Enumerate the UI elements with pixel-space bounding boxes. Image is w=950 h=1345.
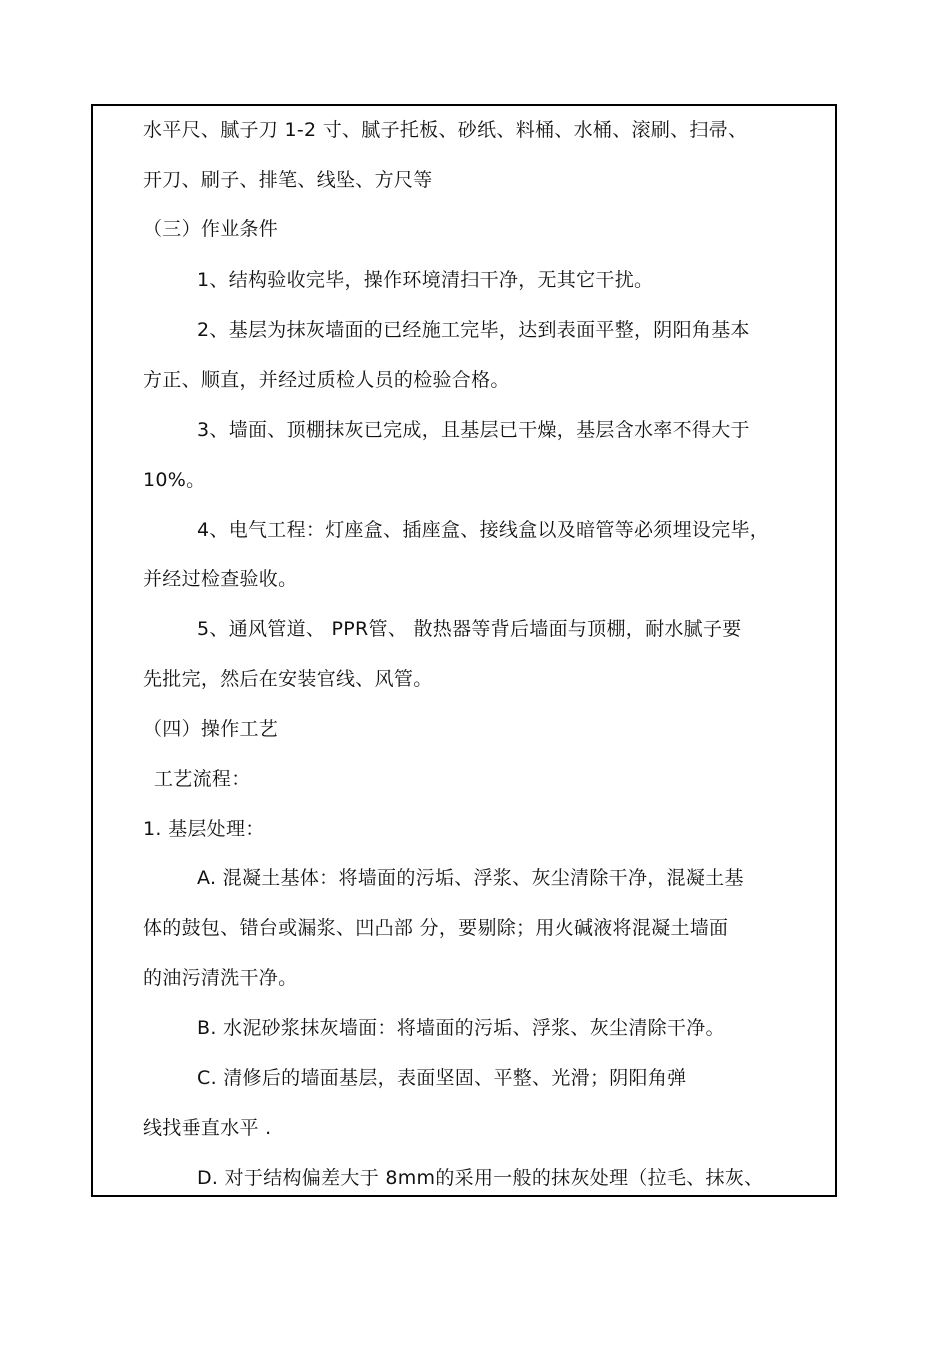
- text-line: 3、墙面、顶棚抹灰已完成，且基层已干燥，基层含水率不得大于: [197, 419, 750, 441]
- section-heading: （三）作业条件: [143, 218, 279, 240]
- text-line: 方正、顺直，并经过质检人员的检验合格。: [143, 369, 510, 391]
- text-line: D. 对于结构偏差大于 8mm的采用一般的抹灰处理（拉毛、抹灰、: [197, 1167, 764, 1189]
- text-line: 开刀、刷子、排笔、线坠、方尺等: [143, 169, 433, 191]
- text-line: 线找垂直水平 .: [143, 1117, 272, 1139]
- text-line: 2、基层为抹灰墙面的已经施工完毕，达到表面平整，阴阳角基本: [197, 319, 750, 341]
- text-line: 10%。: [143, 469, 206, 491]
- text-line: 1、结构验收完毕，操作环境清扫干净，无其它干扰。: [197, 269, 654, 291]
- text-line: 4、电气工程：灯座盒、插座盒、接线盒以及暗管等必须埋设完毕，: [197, 519, 770, 541]
- text-line: 体的鼓包、错台或漏浆、凹凸部 分，要剔除；用火碱液将混凝土墙面: [143, 917, 729, 939]
- text-line: C. 清修后的墙面基层，表面坚固、平整、光滑；阴阳角弹: [197, 1067, 687, 1089]
- text-line: 5、通风管道、 PPR管、 散热器等背后墙面与顶棚，耐水腻子要: [197, 618, 742, 640]
- text-line: A. 混凝土基体：将墙面的污垢、浮浆、灰尘清除干净，混凝土基: [197, 867, 744, 889]
- text-line: 先批完，然后在安装官线、风管。: [143, 668, 433, 690]
- section-heading: （四）操作工艺: [143, 718, 279, 740]
- text-line: 工艺流程：: [154, 768, 251, 790]
- text-line: B. 水泥砂浆抹灰墙面：将墙面的污垢、浮浆、灰尘清除干净。: [197, 1017, 725, 1039]
- text-line: 水平尺、腻子刀 1-2 寸、腻子托板、砂纸、料桶、水桶、滚刷、扫帚、: [143, 119, 748, 141]
- text-line: 1. 基层处理：: [143, 818, 265, 840]
- text-line: 并经过检查验收。: [143, 568, 298, 590]
- text-line: 的油污清洗干净。: [143, 967, 298, 989]
